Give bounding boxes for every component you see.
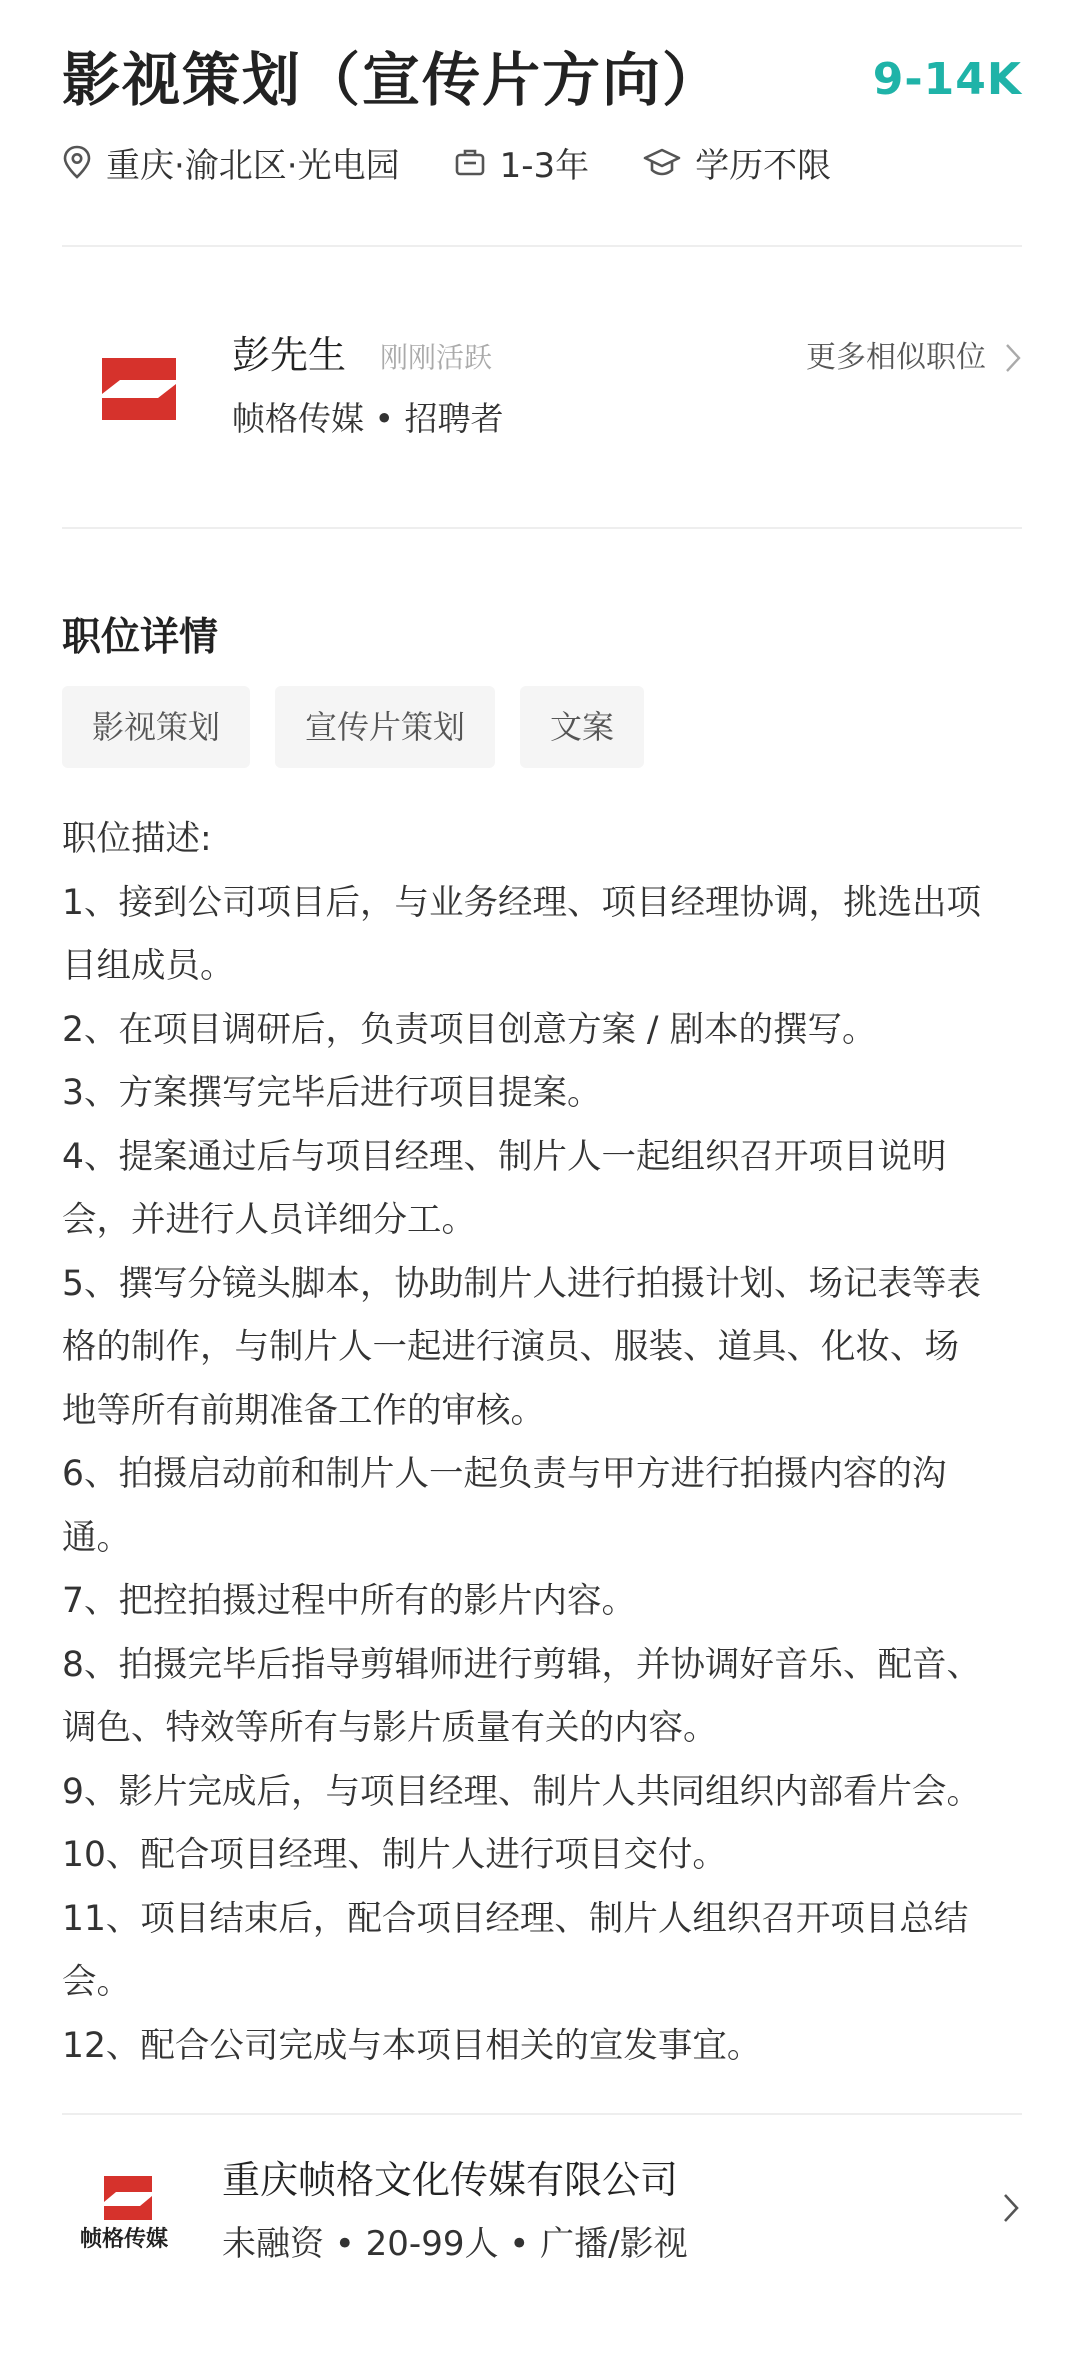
- location-item: [62, 138, 400, 187]
- skill-tag[interactable]: 文案: [520, 686, 644, 768]
- description-line: 会。: [62, 1962, 131, 2002]
- description-line: 4、提案通过后与项目经理、制片人一起组织召开项目说明: [62, 1136, 947, 1177]
- description-line: 地等所有前期准备工作的审核。: [62, 1390, 545, 1431]
- chevron-right-icon: [1004, 342, 1022, 374]
- company-name: 重庆帧格文化传媒有限公司: [222, 2158, 679, 2202]
- divider: [62, 245, 1022, 247]
- description-line: 1、接到公司项目后，与业务经理、项目经理协调，挑选出项: [62, 882, 981, 923]
- description-line: 2、在项目调研后，负责项目创意方案 / 剧本的撰写。: [62, 1009, 877, 1050]
- description-line: 3、方案撰写完毕后进行项目提案。: [62, 1073, 602, 1113]
- description-line: 5、撰写分镜头脚本，协助制片人进行拍摄计划、场记表等表: [62, 1263, 981, 1304]
- experience-item: [454, 138, 590, 187]
- description-line: 7、把控拍摄过程中所有的影片内容。: [62, 1581, 636, 1621]
- skill-tag[interactable]: 影视策划: [62, 686, 250, 768]
- description-line: 12、配合公司完成与本项目相关的宣发事宜。: [62, 2025, 762, 2066]
- company-logo-mark: [72, 2170, 176, 2260]
- description-line: 格的制作，与制片人一起进行演员、服装、道具、化妆、场: [62, 1327, 959, 1367]
- skill-tags: [62, 686, 669, 768]
- more-similar-jobs-link[interactable]: [806, 336, 1022, 380]
- description-line: 11、项目结束后，配合项目经理、制片人组织召开项目总结: [62, 1898, 969, 1939]
- education-text: 学历不限: [695, 145, 832, 186]
- divider: [62, 2113, 1022, 2115]
- company-logo-text: 帧格传媒: [79, 2227, 169, 2252]
- description-line: 通。: [62, 1517, 131, 1558]
- briefcase-icon: [454, 147, 486, 177]
- recruiter-card[interactable]: [62, 320, 1022, 460]
- description-line: 目组成员。: [62, 946, 235, 986]
- salary: 9-14K: [872, 54, 1022, 105]
- education-item: [643, 138, 831, 187]
- skill-tag[interactable]: 宣传片策划: [275, 686, 495, 768]
- description-line: 职位描述:: [62, 819, 212, 859]
- job-description: [62, 808, 1022, 2078]
- more-similar-label: 更多相似职位: [806, 340, 986, 375]
- chevron-right-icon[interactable]: [1002, 2192, 1020, 2228]
- description-line: 会，并进行人员详细分工。: [62, 1200, 476, 1240]
- recruiter-company-role: 帧格传媒 • 招聘者: [232, 399, 504, 438]
- description-line: 6、拍摄启动前和制片人一起负责与甲方进行拍摄内容的沟: [62, 1454, 947, 1494]
- description-line: 调色、特效等所有与影片质量有关的内容。: [62, 1708, 718, 1748]
- recruiter-name: 彭先生: [232, 333, 347, 377]
- location-text: 重庆·渝北区·光电园: [106, 145, 400, 186]
- experience-text: 1-3年: [499, 145, 590, 186]
- recruiter-status: 刚刚活跃: [380, 341, 493, 374]
- section-title-job-details: 职位详情: [62, 615, 219, 660]
- company-logo-icon: [100, 350, 178, 428]
- description-line: 9、影片完成后，与项目经理、制片人共同组织内部看片会。: [62, 1771, 981, 1812]
- location-pin-icon: [62, 145, 92, 179]
- divider: [62, 527, 1022, 529]
- company-logo: [72, 2170, 176, 2260]
- recruiter-avatar: [100, 350, 178, 428]
- job-meta: [62, 135, 885, 189]
- graduation-cap-icon: [643, 147, 681, 177]
- company-meta: 未融资 • 20-99人 • 广播/影视: [222, 2224, 688, 2264]
- company-card[interactable]: [62, 2150, 1022, 2290]
- description-line: 10、配合项目经理、制片人进行项目交付。: [62, 1835, 727, 1875]
- job-title: 影视策划（宣传片方向）: [62, 46, 723, 114]
- job-header: [62, 40, 1022, 120]
- description-line: 8、拍摄完毕后指导剪辑师进行剪辑，并协调好音乐、配音、: [62, 1644, 981, 1685]
